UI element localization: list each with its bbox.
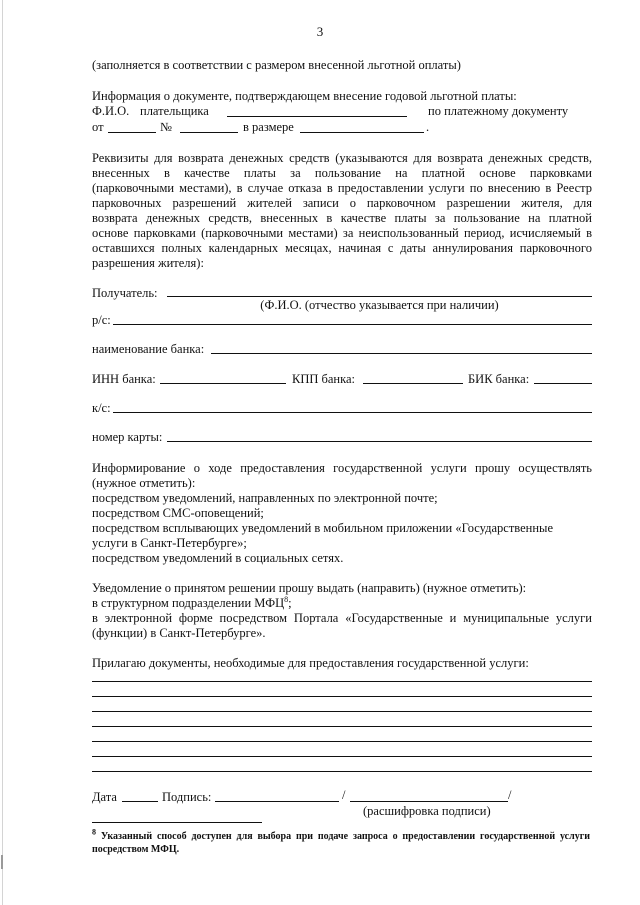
- footnote: [92, 827, 590, 856]
- bank-name-label: наименование банка:: [92, 342, 205, 356]
- payer-label: плательщика: [140, 104, 209, 118]
- date-label: Дата: [92, 790, 117, 804]
- bik-label: БИК банка:: [468, 372, 530, 386]
- slash-right: /: [508, 788, 512, 802]
- fill-note: (заполняется в соответствии с размером внесенной льготной оплаты): [92, 58, 461, 72]
- scan-mark: [1, 855, 3, 869]
- card-field[interactable]: [167, 441, 592, 442]
- decode-hint: (расшифровка подписи): [363, 804, 491, 818]
- decision-mfc-text: в структурном подразделении МФЦ: [92, 596, 285, 610]
- decision-option-portal-cont: (функции) в Санкт-Петербурге».: [92, 626, 266, 640]
- ks-label: к/с:: [92, 401, 111, 415]
- footnote-ref: 8: [284, 594, 289, 604]
- bank-name-field[interactable]: [211, 353, 592, 354]
- inn-label: ИНН банка:: [92, 372, 156, 386]
- decision-option-portal[interactable]: в электронной форме посредством Портала «Государственные и муниципальные услуги: [92, 611, 592, 625]
- account-label: р/с:: [92, 313, 111, 327]
- informing-option-social[interactable]: посредством уведомлений в социальных сетях.: [92, 551, 344, 565]
- decision-heading: Уведомление о принятом решении прошу выдать (направить) (нужное отметить):: [92, 581, 527, 595]
- decision-option-mfc[interactable]: [92, 596, 292, 611]
- inn-field[interactable]: [160, 383, 286, 384]
- refund-line-8: разрешения жителя):: [92, 256, 204, 270]
- signature-decode-field[interactable]: [350, 801, 508, 802]
- recipient-hint: (Ф.И.О. (отчество указывается при наличии): [260, 298, 499, 312]
- scan-edge: [2, 0, 3, 905]
- attached-line-7[interactable]: [92, 771, 592, 772]
- footnote-mark: 8: [92, 827, 96, 837]
- refund-line-3: (парковочными местами), в случае отказа в предоставлении услуги по внесению в Реестр: [92, 181, 592, 195]
- refund-line-5: возврата денежных средств, внесенных в качестве платы за пользование на платной: [92, 211, 592, 225]
- recipient-label: Получатель:: [92, 286, 158, 300]
- informing-line-2: (нужное отметить):: [92, 476, 196, 490]
- fio-label: Ф.И.О.: [92, 104, 130, 118]
- card-label: номер карты:: [92, 430, 163, 444]
- decision-mfc-end: ;: [288, 596, 292, 610]
- sign-label: Подпись:: [162, 790, 212, 804]
- footnote-text: Указанный способ доступен для выбора при подаче запроса о предоставлении государственной услуги посредством МФЦ.: [92, 831, 590, 855]
- refund-line-2: внесенных в качестве платы за пользование на платной основе парковками: [92, 166, 592, 180]
- per-doc-label: по платежному документу: [428, 104, 569, 118]
- informing-option-app[interactable]: посредством всплывающих уведомлений в мобильном приложении «Государственные: [92, 521, 553, 535]
- slash-left: /: [342, 788, 346, 802]
- attached-line-3[interactable]: [92, 711, 592, 712]
- from-label: от: [92, 120, 104, 134]
- refund-line-4: парковочных разрешений жителей записи о парковочном разрешении жителя, для: [92, 196, 592, 210]
- attached-line-6[interactable]: [92, 756, 592, 757]
- account-field[interactable]: [113, 324, 592, 325]
- refund-line-7: оставшихся полных календарных месяцах, начиная с даты аннулирования парковочного: [92, 241, 592, 255]
- recipient-field[interactable]: [167, 296, 592, 297]
- informing-line-1: Информирование о ходе предоставления государственной услуги прошу осуществлять: [92, 461, 592, 475]
- signature-field[interactable]: [215, 801, 339, 802]
- payment-doc-heading: Информация о документе, подтверждающем внесение годовой льготной платы:: [92, 89, 517, 103]
- payment-date-field[interactable]: [108, 132, 156, 133]
- attached-line-4[interactable]: [92, 726, 592, 727]
- number-label: №: [160, 120, 172, 134]
- informing-option-sms[interactable]: посредством СМС-оповещений;: [92, 506, 264, 520]
- attached-line-1[interactable]: [92, 681, 592, 682]
- footnote-separator: [92, 822, 262, 823]
- payer-name-field[interactable]: [227, 116, 407, 117]
- amount-label: в размере: [243, 120, 294, 134]
- informing-option-app-cont: услуги в Санкт-Петербурге»;: [92, 536, 247, 550]
- attached-line-2[interactable]: [92, 696, 592, 697]
- refund-line-6: основе парковками (парковочными местами) за неиспользованный период, исчисляемый в: [92, 226, 592, 240]
- bik-field[interactable]: [534, 383, 592, 384]
- kpp-label: КПП банка:: [292, 372, 356, 386]
- informing-option-email[interactable]: посредством уведомлений, направленных по электронной почте;: [92, 491, 438, 505]
- attached-heading: Прилагаю документы, необходимые для предоставления государственной услуги:: [92, 656, 529, 670]
- page-number: 3: [316, 24, 324, 39]
- payment-amount-field[interactable]: [300, 132, 424, 133]
- date-field[interactable]: [122, 801, 158, 802]
- attached-line-5[interactable]: [92, 741, 592, 742]
- refund-line-1: Реквизиты для возврата денежных средств (указываются для возврата денежных средств,: [92, 151, 592, 165]
- kpp-field[interactable]: [363, 383, 463, 384]
- ks-field[interactable]: [113, 412, 592, 413]
- amount-period: .: [426, 120, 430, 134]
- payment-number-field[interactable]: [180, 132, 238, 133]
